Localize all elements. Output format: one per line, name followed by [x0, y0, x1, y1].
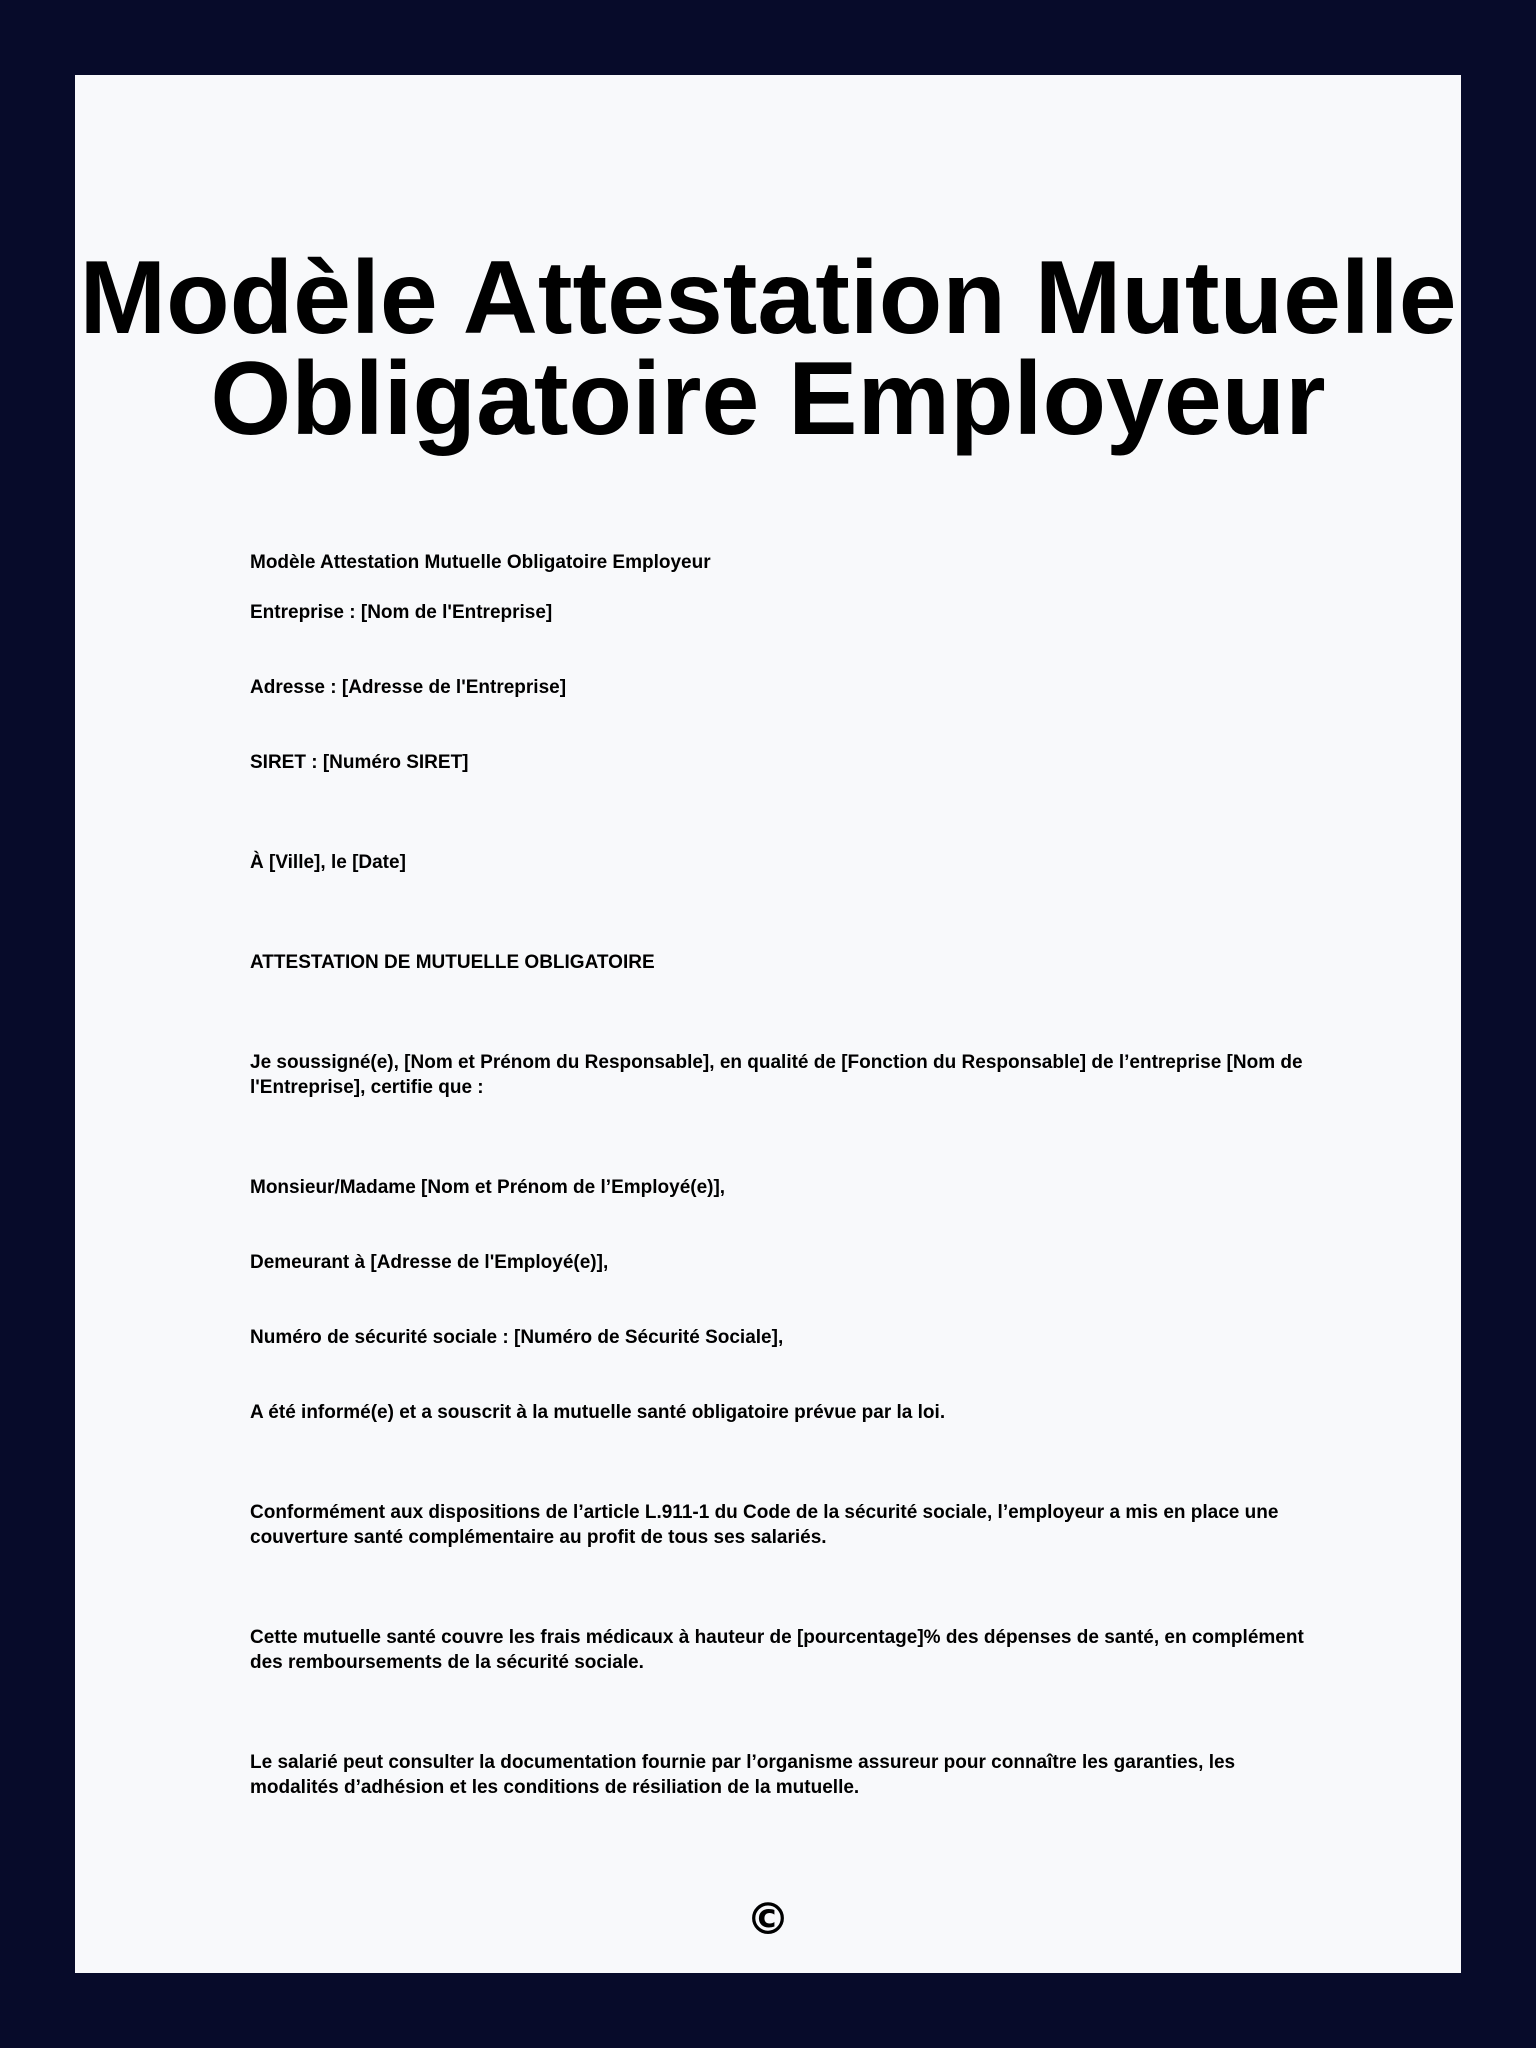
residence-line: Demeurant à [Adresse de l'Employé(e)],	[250, 1252, 609, 1273]
intro-paragraph: Je soussigné(e), [Nom et Prénom du Responsable], en qualité de [Fonction du Responsable] de l’entreprise [Nom de l'Entreprise], certifie que :	[250, 1052, 1303, 1098]
header-title: Modèle Attestation Mutuelle Obligatoire Employeur	[250, 552, 711, 573]
article-paragraph: Conformément aux dispositions de l’article L.911-1 du Code de la sécurité sociale, l’employeur a mis en place une couverture santé complémentaire au profit de tous ses salariés.	[250, 1502, 1279, 1548]
company-line: Entreprise : [Nom de l'Entreprise]	[250, 602, 553, 623]
siret-line: SIRET : [Numéro SIRET]	[250, 752, 469, 773]
documentation-paragraph: Le salarié peut consulter la documentation fournie par l’organisme assureur pour connaître les garanties, les modalités d’adhésion et les conditions de résiliation de la mutuelle.	[250, 1752, 1236, 1798]
coverage-paragraph: Cette mutuelle santé couvre les frais médicaux à hauteur de [pourcentage]% des dépenses de santé, en complément des remboursements de la sécurité sociale.	[250, 1627, 1304, 1673]
copyright-icon: ©	[746, 1894, 790, 1945]
attestation-heading: ATTESTATION DE MUTUELLE OBLIGATOIRE	[250, 952, 655, 973]
social-security-line: Numéro de sécurité sociale : [Numéro de Sécurité Sociale],	[250, 1327, 784, 1348]
place-date-line: À [Ville], le [Date]	[250, 852, 406, 873]
employee-line: Monsieur/Madame [Nom et Prénom de l’Employé(e)],	[250, 1177, 726, 1198]
subscription-line: A été informé(e) et a souscrit à la mutuelle santé obligatoire prévue par la loi.	[250, 1402, 946, 1423]
document-page	[75, 75, 1461, 1973]
address-line: Adresse : [Adresse de l'Entreprise]	[250, 677, 567, 698]
document-title: Modèle Attestation Mutuelle Obligatoire Employeur	[79, 240, 1457, 457]
